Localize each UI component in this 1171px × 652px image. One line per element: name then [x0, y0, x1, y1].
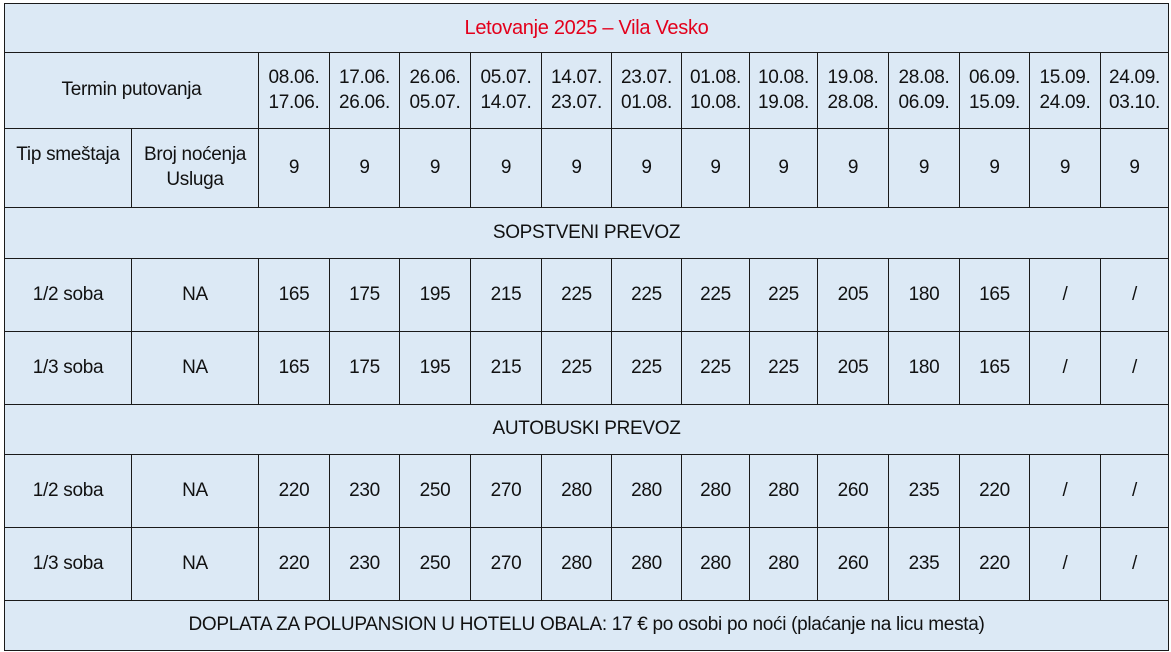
price-cell: / — [1030, 259, 1101, 332]
nights-cell: 9 — [1030, 129, 1101, 208]
table-row — [5, 528, 1169, 601]
price-cell: 280 — [682, 528, 750, 601]
price-cell: 230 — [330, 455, 400, 528]
nights-cell: 9 — [259, 129, 330, 208]
nights-cell: 9 — [471, 129, 542, 208]
price-cell: 260 — [818, 528, 889, 601]
service-type: NA — [132, 528, 259, 601]
price-cell: 215 — [471, 259, 542, 332]
table-row — [5, 332, 1169, 405]
price-cell: 225 — [750, 259, 818, 332]
section-autobuski-prevoz: AUTOBUSKI PREVOZ — [5, 405, 1169, 455]
price-cell: 270 — [471, 455, 542, 528]
price-cell: 280 — [750, 455, 818, 528]
price-cell: 165 — [960, 332, 1030, 405]
room-type: 1/3 soba — [5, 332, 132, 405]
price-cell: / — [1101, 528, 1169, 601]
price-cell: / — [1030, 332, 1101, 405]
price-cell: 250 — [400, 528, 471, 601]
footer-note: DOPLATA ZA POLUPANSION U HOTELU OBALA: 17 € po osobi po noći (plaćanje na licu mesta) — [5, 601, 1169, 651]
date-cell: 24.09. 03.10. — [1101, 53, 1169, 129]
price-cell: 165 — [259, 332, 330, 405]
date-cell: 19.08. 28.08. — [818, 53, 889, 129]
footer-row — [5, 601, 1169, 651]
nights-cell: 9 — [330, 129, 400, 208]
room-type: 1/2 soba — [5, 259, 132, 332]
section-sopstveni-prevoz: SOPSTVENI PREVOZ — [5, 208, 1169, 259]
nights-cell: 9 — [612, 129, 682, 208]
title-row — [5, 4, 1169, 53]
price-cell: 225 — [612, 332, 682, 405]
price-cell: 270 — [471, 528, 542, 601]
price-cell: / — [1030, 528, 1101, 601]
price-cell: 175 — [330, 259, 400, 332]
table-title: Letovanje 2025 – Vila Vesko — [5, 4, 1169, 53]
date-cell: 05.07. 14.07. — [471, 53, 542, 129]
date-cell: 01.08. 10.08. — [682, 53, 750, 129]
nights-cell: 9 — [889, 129, 960, 208]
table-row — [5, 455, 1169, 528]
price-cell: 235 — [889, 528, 960, 601]
dates-row — [5, 53, 1169, 129]
nights-row — [5, 129, 1169, 208]
price-cell: 225 — [542, 332, 612, 405]
price-cell: 250 — [400, 455, 471, 528]
price-cell: 195 — [400, 259, 471, 332]
price-cell: 280 — [542, 528, 612, 601]
price-cell: 220 — [259, 528, 330, 601]
price-cell: 180 — [889, 332, 960, 405]
service-type: NA — [132, 259, 259, 332]
price-cell: / — [1101, 332, 1169, 405]
price-cell: 280 — [682, 455, 750, 528]
price-cell: 225 — [750, 332, 818, 405]
price-cell: / — [1101, 259, 1169, 332]
date-cell: 17.06. 26.06. — [330, 53, 400, 129]
room-type: 1/3 soba — [5, 528, 132, 601]
price-cell: 180 — [889, 259, 960, 332]
nights-cell: 9 — [400, 129, 471, 208]
price-cell: 205 — [818, 332, 889, 405]
price-cell: 280 — [542, 455, 612, 528]
broj-usluga-label: Broj noćenja Usluga — [132, 129, 259, 208]
price-cell: 165 — [259, 259, 330, 332]
date-cell: 28.08. 06.09. — [889, 53, 960, 129]
price-cell: / — [1030, 455, 1101, 528]
date-cell: 14.07. 23.07. — [542, 53, 612, 129]
price-cell: 230 — [330, 528, 400, 601]
nights-cell: 9 — [818, 129, 889, 208]
date-cell: 08.06. 17.06. — [259, 53, 330, 129]
price-cell: 220 — [960, 455, 1030, 528]
price-cell: 280 — [750, 528, 818, 601]
price-table — [4, 3, 1169, 651]
price-cell: 215 — [471, 332, 542, 405]
nights-cell: 9 — [960, 129, 1030, 208]
table-row — [5, 259, 1169, 332]
service-type: NA — [132, 332, 259, 405]
price-cell: 175 — [330, 332, 400, 405]
tip-label: Tip smeštaja — [5, 129, 132, 208]
price-cell: 235 — [889, 455, 960, 528]
price-cell: 220 — [960, 528, 1030, 601]
price-cell: 225 — [682, 259, 750, 332]
service-type: NA — [132, 455, 259, 528]
termin-label: Termin putovanja — [5, 53, 259, 129]
date-cell: 23.07. 01.08. — [612, 53, 682, 129]
date-cell: 10.08. 19.08. — [750, 53, 818, 129]
price-cell: 165 — [960, 259, 1030, 332]
nights-cell: 9 — [750, 129, 818, 208]
price-cell: 195 — [400, 332, 471, 405]
price-cell: 220 — [259, 455, 330, 528]
price-cell: 280 — [612, 455, 682, 528]
nights-cell: 9 — [1101, 129, 1169, 208]
section-row — [5, 208, 1169, 259]
nights-cell: 9 — [682, 129, 750, 208]
date-cell: 26.06. 05.07. — [400, 53, 471, 129]
room-type: 1/2 soba — [5, 455, 132, 528]
price-cell: 205 — [818, 259, 889, 332]
section-row — [5, 405, 1169, 455]
nights-cell: 9 — [542, 129, 612, 208]
price-cell: 260 — [818, 455, 889, 528]
price-cell: 225 — [542, 259, 612, 332]
price-cell: 225 — [682, 332, 750, 405]
date-cell: 15.09. 24.09. — [1030, 53, 1101, 129]
price-cell: / — [1101, 455, 1169, 528]
price-cell: 225 — [612, 259, 682, 332]
price-cell: 280 — [612, 528, 682, 601]
date-cell: 06.09. 15.09. — [960, 53, 1030, 129]
